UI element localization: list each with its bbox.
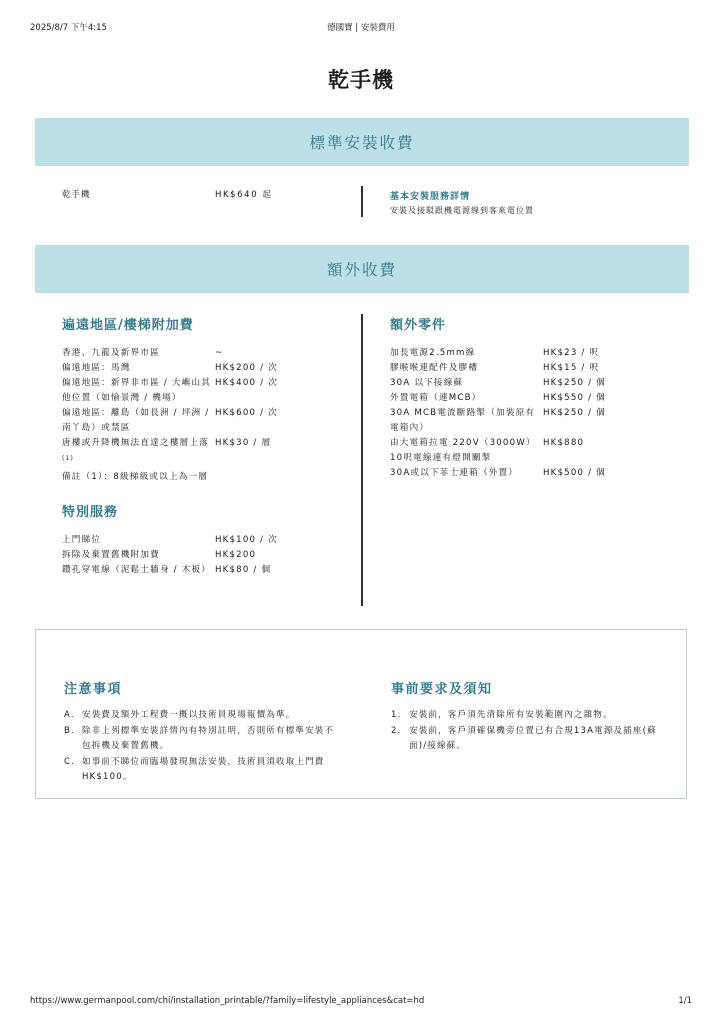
table-row [390,391,630,406]
special-title: 特別服務 [62,505,119,520]
row-name-with-footnote [62,436,215,470]
list-marker: A. [64,710,75,720]
notes-list [64,708,339,786]
remote-title: 遍遠地區/樓梯附加費 [62,318,194,333]
print-url: https://www.germanpool.com/chi/installation_printable/?family=lifestyle_appliances&cat=hd [30,996,425,1006]
print-datetime: 2025/8/7 下午4:15 [30,23,107,33]
parts-title: 額外零件 [390,318,447,333]
table-row [62,346,302,361]
row-name: 拆除及棄置舊機附加費 [62,550,160,560]
row-name: 鑽孔穿電線（泥鬆土牆身 / 木板） [62,565,212,575]
row-price: HK$15 / 呎 [543,363,600,373]
table-row [62,406,302,436]
row-price: HK$23 / 呎 [543,348,600,358]
row-price: HK$250 / 個 [543,408,606,418]
list-item [64,708,339,724]
special-list [62,533,302,578]
extra-left-column [62,314,302,578]
list-marker: B. [64,725,75,736]
table-row [62,548,302,563]
row-price: HK$550 / 個 [543,393,606,403]
list-marker: C. [64,756,76,767]
row-name: 唐樓或升降機無法直達之樓層上落 [62,438,209,448]
row-price: HK$30 / 層 [215,438,272,448]
row-name: 膠喉喉連配件及膠槽 [390,363,479,373]
table-row [62,361,302,376]
list-item [391,708,666,724]
table-row [390,466,630,481]
extra-heading: 額外收費 [326,261,397,279]
table-row [62,470,302,485]
row-price: HK$600 / 次 [215,408,278,418]
list-text: 除非上列標準安裝詳情內有特別註明，否則所有標準安裝不包拆機及棄置舊機。 [82,725,335,751]
parts-list [390,346,630,481]
list-item [391,724,666,755]
row-price: HK$200 / 次 [215,363,278,373]
print-page-count: 1/1 [678,996,692,1006]
print-page-title: 德國寶 | 安裝費用 [327,23,395,33]
standard-heading: 標準安裝收費 [309,134,415,152]
notes-column [64,678,339,786]
table-row [62,533,302,548]
notes-title: 注意事項 [64,682,123,697]
list-text: 安裝前，客戶須確保機旁位置已有合規13A電源及插座(蘇面)/接線蘇。 [409,725,657,751]
table-row [62,563,302,578]
list-marker: 1. [391,710,402,720]
row-price: HK$100 / 次 [215,535,278,545]
row-name: 偏遠地區：新界非市區 / 大嶼山其他位置（如愉景灣 / 機場） [62,378,212,403]
row-price: ~ [215,348,224,358]
list-text: 安裝費及額外工程費一概以技術員現場報價為準。 [82,710,296,720]
list-text: 安裝前，客戶須先清除所有安裝範圍內之雜物。 [409,710,613,720]
row-name: 由大電箱拉電 220V（3000W） 10呎電線連有燈開關掣 [390,438,536,463]
standard-item: 乾手機 [62,190,91,200]
list-text: 如事前不睇位而臨場發現無法安裝，技術員須收取上門費HK$100。 [82,756,325,782]
row-price: HK$200 [215,550,257,560]
service-desc: 安裝及接駁跟機電源線到客來電位置 [390,206,534,215]
row-name: 30A 以下接線蘇 [390,378,464,388]
row-name: 備註（1）：8級梯級或以上為一層 [62,472,209,482]
extra-right-column [390,314,630,481]
requirements-title: 事前要求及須知 [391,682,493,697]
row-name: 偏遠地區：離島（如長洲 / 坪洲 / 南丫島）或禁區 [62,408,210,433]
standard-section [35,180,689,230]
row-price: HK$880 [543,438,585,448]
row-name: 偏遠地區：馬灣 [62,363,131,373]
table-row [390,361,630,376]
row-price [215,470,302,485]
row-price: HK$500 / 個 [543,468,606,478]
table-row [62,436,302,470]
standard-heading-band [35,118,689,166]
requirements-column [391,678,666,755]
table-row [390,406,630,436]
notes-box [35,629,687,799]
divider [361,186,363,217]
standard-price: HK$640 起 [215,190,273,200]
list-item [64,755,339,786]
footnote-mark: (1) [62,455,75,462]
table-row [390,436,630,466]
page-title: 乾手機 [328,68,394,92]
table-row [62,376,302,406]
table-row [390,346,630,361]
row-price: HK$400 / 次 [215,378,278,388]
list-marker: 2. [391,725,402,736]
row-name: 上門睇位 [62,535,102,545]
row-price: HK$250 / 個 [543,378,606,388]
divider [361,314,363,606]
table-row [390,376,630,391]
row-name: 加長電源2.5mm線 [390,348,476,358]
remote-list [62,346,302,485]
extra-section [35,304,689,606]
requirements-list [391,708,666,755]
list-item [64,724,339,755]
row-name: 30A或以下菲士連箱（外置） [390,468,519,478]
row-name: 外置電箱（連MCB） [390,393,482,403]
row-name: 香港、九龍及新界市區 [62,348,160,358]
row-name: 30A MCB電流斷路掣（加裝原有電箱內） [390,408,536,433]
extra-heading-band [35,245,689,293]
row-price: HK$80 / 個 [215,565,272,575]
service-title: 基本安裝服務詳情 [390,192,471,202]
